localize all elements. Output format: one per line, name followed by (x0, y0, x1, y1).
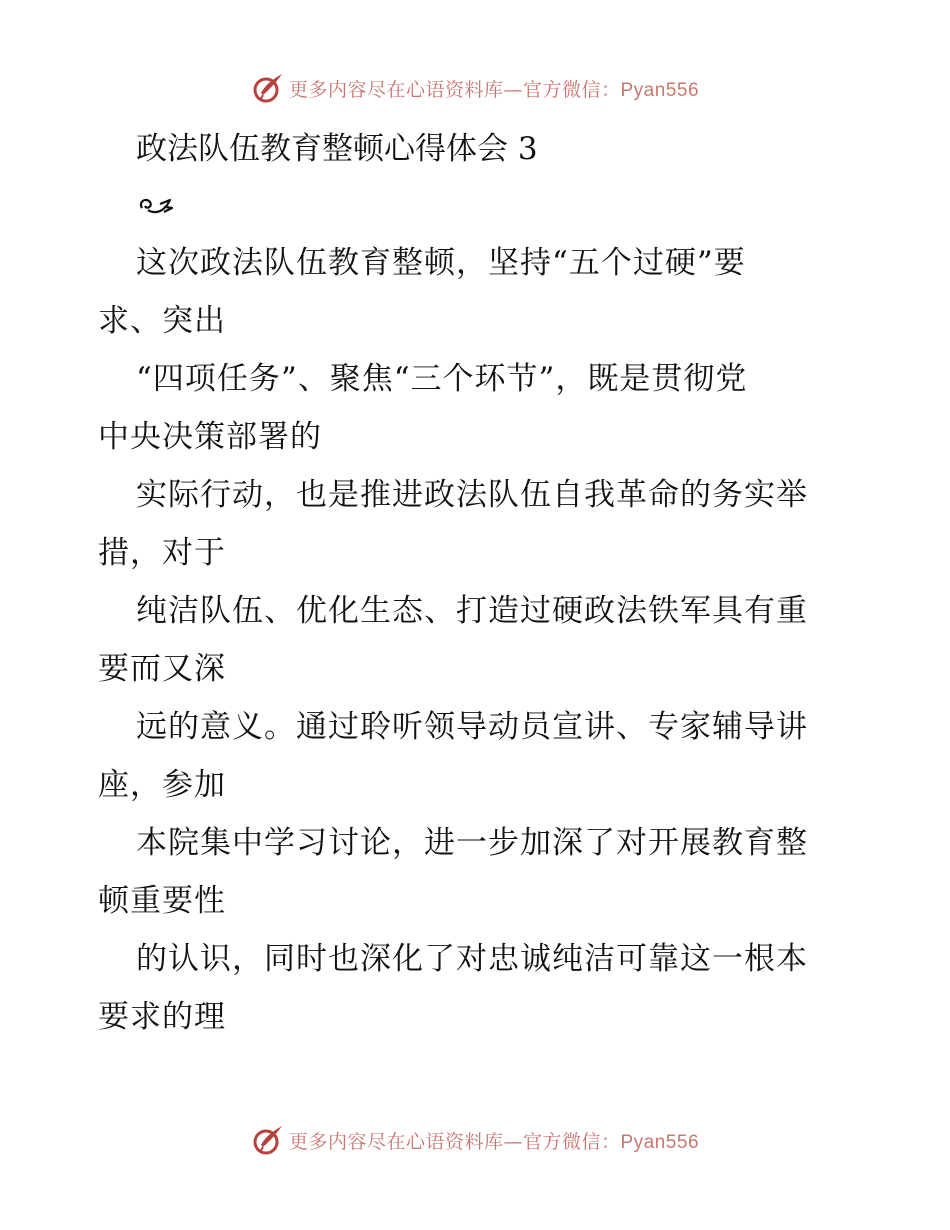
quill-logo-icon (251, 71, 285, 105)
document-title: 政法队伍教育整顿心得体会 3 (136, 131, 538, 167)
footer-banner (0, 1120, 950, 1160)
paragraph-line: 的认识，同时也深化了对忠诚纯洁可靠这一根本 (136, 941, 808, 977)
paragraph-line: 求、突出 (98, 303, 226, 339)
paragraph-line: 中央决策部署的 (98, 419, 322, 455)
header-banner-text: 更多内容尽在心语资料库—官方微信：Pyan556 (288, 78, 700, 101)
header-wechat-id: Pyan556 (620, 79, 700, 101)
paragraph-line: 要而又深 (98, 651, 226, 687)
paragraph-line: 纯洁队伍、优化生态、打造过硬政法铁军具有重 (136, 593, 808, 629)
document-body (98, 120, 858, 1046)
header-banner (0, 68, 950, 108)
quill-logo-icon (251, 1123, 285, 1157)
paragraph-line: 远的意义。通过聆听领导动员宣讲、专家辅导讲 (136, 709, 808, 745)
paragraph-line: 座，参加 (98, 767, 226, 803)
paragraph-line: “四项任务”、聚焦“三个环节”，既是贯彻党 (136, 361, 748, 397)
paragraph-line: 措，对于 (98, 535, 226, 571)
paragraph-line: 这次政法队伍教育整顿，坚持“五个过硬”要 (136, 245, 746, 281)
paragraph-line: 顿重要性 (98, 883, 226, 919)
paragraph-line: 本院集中学习讨论，进一步加深了对开展教育整 (136, 825, 808, 861)
ornament (98, 178, 858, 234)
footer-wechat-id: Pyan556 (620, 1131, 700, 1153)
footer-banner-text: 更多内容尽在心语资料库—官方微信：Pyan556 (288, 1130, 700, 1153)
paragraph-line: 实际行动，也是推进政法队伍自我革命的务实举 (136, 477, 808, 513)
swirl-ornament-icon (136, 194, 174, 218)
paragraph-line: 要求的理 (98, 999, 226, 1035)
